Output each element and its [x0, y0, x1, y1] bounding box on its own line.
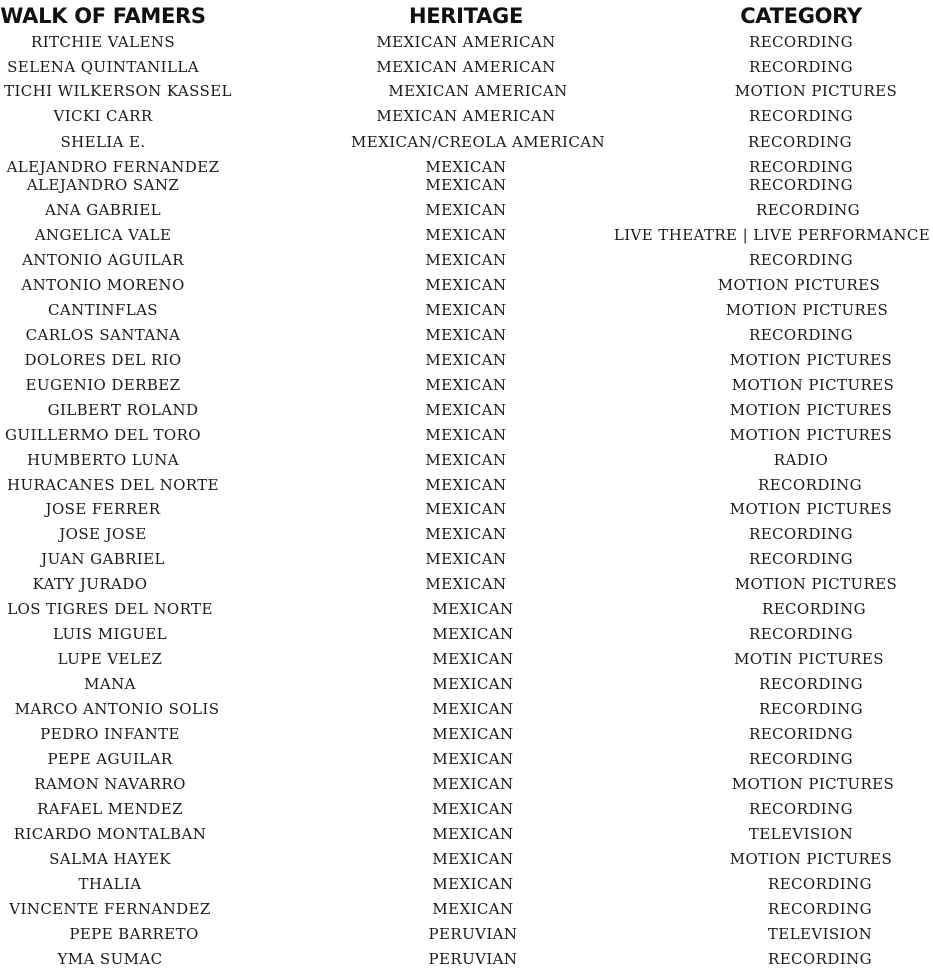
category-cell: RECORDING [749, 158, 853, 176]
category-cell: RECORDING [749, 107, 853, 125]
category-cell: RECORDING [749, 625, 853, 643]
famer-name: MARCO ANTONIO SOLIS [14, 700, 220, 718]
heritage-cell: MEXICAN [432, 725, 514, 743]
category-cell: MOTION PICTURES [731, 376, 895, 394]
famer-name: CANTINFLAS [48, 301, 158, 319]
famer-name: RITCHIE VALENS [31, 33, 175, 51]
heritage-cell: MEXICAN [425, 376, 507, 394]
heritage-cell: PERUVIAN [428, 950, 518, 968]
heritage-cell: MEXICAN [432, 650, 514, 668]
category-cell: MOTION PICTURES [734, 575, 898, 593]
category-header: CATEGORY [740, 4, 862, 28]
category-cell: RECORDING [749, 33, 853, 51]
famer-name: EUGENIO DERBEZ [25, 376, 181, 394]
category-cell: RECORDING [749, 176, 853, 194]
famer-name: TICHI WILKERSON KASSEL [4, 82, 232, 100]
heritage-cell: MEXICAN [432, 775, 514, 793]
category-cell: RADIO [773, 451, 829, 469]
category-cell: RECORDING [749, 525, 853, 543]
heritage-cell: MEXICAN [425, 500, 507, 518]
heritage-cell: MEXICAN [425, 426, 507, 444]
famer-name: GUILLERMO DEL TORO [5, 426, 201, 444]
category-cell: RECORDING [758, 476, 862, 494]
heritage-cell: MEXICAN [432, 700, 514, 718]
heritage-cell: MEXICAN [432, 750, 514, 768]
category-cell: RECORDING [749, 800, 853, 818]
category-cell: RECORDING [768, 900, 872, 918]
heritage-cell: MEXICAN [425, 575, 507, 593]
famer-name: ANGELICA VALE [34, 226, 172, 244]
heritage-cell: MEXICAN [425, 158, 507, 176]
famer-name: LOS TIGRES DEL NORTE [7, 600, 213, 618]
category-cell: RECORDING [749, 550, 853, 568]
heritage-cell: MEXICAN [425, 401, 507, 419]
heritage-cell: MEXICAN [432, 850, 514, 868]
heritage-cell: MEXICAN [425, 326, 507, 344]
famer-name: JUAN GABRIEL [41, 550, 165, 568]
famer-name: DOLORES DEL RIO [24, 351, 182, 369]
famer-name: ALEJANDRO SANZ [26, 176, 180, 194]
famer-name: VINCENTE FERNANDEZ [9, 900, 211, 918]
heritage-cell: MEXICAN AMERICAN [376, 33, 556, 51]
heritage-cell: MEXICAN [432, 825, 514, 843]
heritage-cell: MEXICAN [425, 550, 507, 568]
heritage-header: HERITAGE [408, 4, 524, 28]
heritage-cell: MEXICAN [432, 600, 514, 618]
famer-name: ALEJANDRO FERNANDEZ [6, 158, 220, 176]
category-cell: TELEVISION [748, 825, 854, 843]
heritage-cell: MEXICAN [425, 451, 507, 469]
category-cell: RECORDING [749, 251, 853, 269]
famer-name: HURACANES DEL NORTE [7, 476, 219, 494]
heritage-cell: MEXICAN [432, 800, 514, 818]
category-cell: RECORDING [759, 675, 863, 693]
heritage-cell: MEXICAN [432, 900, 514, 918]
category-cell: RECORDING [768, 950, 872, 968]
heritage-cell: MEXICAN [432, 875, 514, 893]
category-cell: RECORDING [748, 133, 852, 151]
category-cell: MOTION PICTURES [717, 276, 881, 294]
category-cell: LIVE THEATRE | LIVE PERFORMANCE [613, 226, 931, 244]
category-cell: RECORDING [756, 201, 860, 219]
category-cell: MOTION PICTURES [729, 426, 893, 444]
famer-name: RAFAEL MENDEZ [37, 800, 183, 818]
heritage-cell: MEXICAN [425, 476, 507, 494]
famer-name: SALMA HAYEK [49, 850, 171, 868]
famer-name: ANTONIO AGUILAR [22, 251, 184, 269]
famer-name: HUMBERTO LUNA [26, 451, 180, 469]
heritage-cell: MEXICAN [425, 301, 507, 319]
famer-name: CARLOS SANTANA [25, 326, 181, 344]
category-cell: MOTION PICTURES [734, 82, 898, 100]
heritage-cell: MEXICAN [425, 176, 507, 194]
heritage-cell: MEXICAN [432, 675, 514, 693]
heritage-cell: MEXICAN [425, 226, 507, 244]
heritage-cell: MEXICAN AMERICAN [376, 58, 556, 76]
famer-name: ANA GABRIEL [45, 201, 161, 219]
famer-name: PEDRO INFANTE [40, 725, 180, 743]
famer-name: PEPE AGUILAR [47, 750, 173, 768]
famer-name: SHELIA E. [60, 133, 146, 151]
category-cell: TELEVISION [767, 925, 873, 943]
famer-name: LUPE VELEZ [57, 650, 163, 668]
famer-name: JOSE JOSE [59, 525, 147, 543]
category-cell: MOTION PICTURES [731, 775, 895, 793]
category-cell: RECORIDNG [749, 725, 853, 743]
heritage-cell: MEXICAN [425, 251, 507, 269]
famer-name: MANA [84, 675, 136, 693]
walk-of-famers-header: WALK OF FAMERS [0, 4, 206, 28]
category-cell: MOTION PICTURES [729, 500, 893, 518]
heritage-cell: MEXICAN [425, 201, 507, 219]
category-cell: MOTION PICTURES [729, 850, 893, 868]
famer-name: KATY JURADO [32, 575, 148, 593]
famer-name: SELENA QUINTANILLA [7, 58, 199, 76]
category-cell: MOTIN PICTURES [734, 650, 884, 668]
heritage-cell: MEXICAN [425, 525, 507, 543]
famer-name: ANTONIO MORENO [21, 276, 185, 294]
category-cell: MOTION PICTURES [725, 301, 889, 319]
famer-name: LUIS MIGUEL [53, 625, 167, 643]
category-cell: RECORDING [749, 750, 853, 768]
famer-name: JOSE FERRER [45, 500, 161, 518]
famer-name: GILBERT ROLAND [47, 401, 199, 419]
category-cell: RECORDING [768, 875, 872, 893]
heritage-cell: PERUVIAN [428, 925, 518, 943]
famer-name: PEPE BARRETO [69, 925, 199, 943]
famer-name: RICARDO MONTALBAN [13, 825, 207, 843]
famer-name: THALIA [78, 875, 142, 893]
category-cell: MOTION PICTURES [729, 351, 893, 369]
famer-name: YMA SUMAC [57, 950, 163, 968]
category-cell: RECORDING [759, 700, 863, 718]
category-cell: RECORDING [749, 326, 853, 344]
famer-name: RAMON NAVARRO [34, 775, 186, 793]
famer-name: VICKI CARR [53, 107, 153, 125]
heritage-cell: MEXICAN [432, 625, 514, 643]
category-cell: RECORDING [749, 58, 853, 76]
category-cell: MOTION PICTURES [729, 401, 893, 419]
heritage-cell: MEXICAN/CREOLA AMERICAN [351, 133, 605, 151]
category-cell: RECORDING [762, 600, 866, 618]
heritage-cell: MEXICAN [425, 276, 507, 294]
heritage-cell: MEXICAN [425, 351, 507, 369]
heritage-cell: MEXICAN AMERICAN [376, 107, 556, 125]
heritage-cell: MEXICAN AMERICAN [388, 82, 568, 100]
